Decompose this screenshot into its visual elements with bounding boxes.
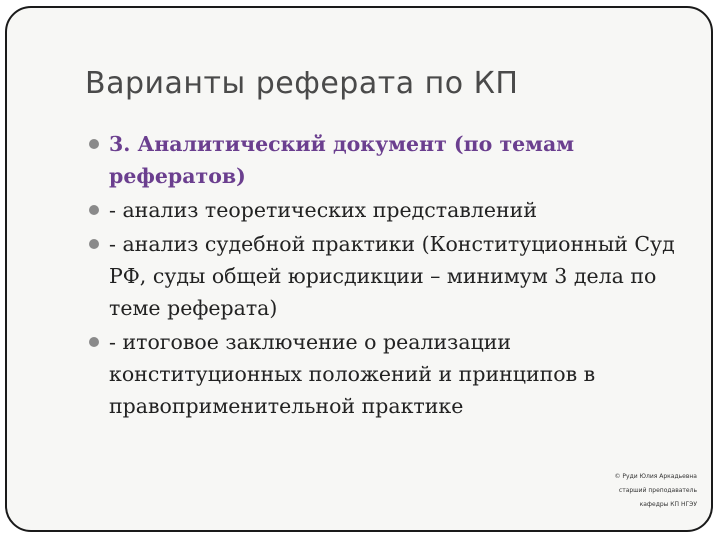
bullet-text: - анализ теоретических представлений xyxy=(109,198,537,222)
bullet-dot-icon xyxy=(89,337,99,347)
bullet-item-court-practice xyxy=(85,228,695,324)
slide-title: Варианты реферата по КП xyxy=(85,66,519,101)
bullet-dot-icon xyxy=(89,205,99,215)
bullet-dot-icon xyxy=(89,139,99,149)
bullet-text: - итоговое заключение о реализации конституционных положений и принципов в правоприменительной практике xyxy=(109,330,596,418)
slide-frame xyxy=(5,6,713,532)
author-signature xyxy=(567,470,697,512)
bullet-item-theory-analysis xyxy=(85,194,695,226)
bullet-dot-icon xyxy=(89,239,99,249)
bullet-list xyxy=(85,128,695,422)
bullet-item-analytic-document xyxy=(85,128,695,192)
bullet-text: - анализ судебной практики (Конституционный Суд РФ, суды общей юрисдикции – минимум 3 дела по теме реферата) xyxy=(109,232,675,320)
bullet-text: 3. Аналитический документ (по темам рефератов) xyxy=(109,132,575,188)
bullet-item-final-conclusion xyxy=(85,326,695,422)
signature-line-author: © Руди Юлия Аркадьевна xyxy=(614,473,697,480)
signature-line-department: кафедры КП НГЭУ xyxy=(639,501,697,508)
signature-line-position: старший преподаватель xyxy=(618,487,697,494)
